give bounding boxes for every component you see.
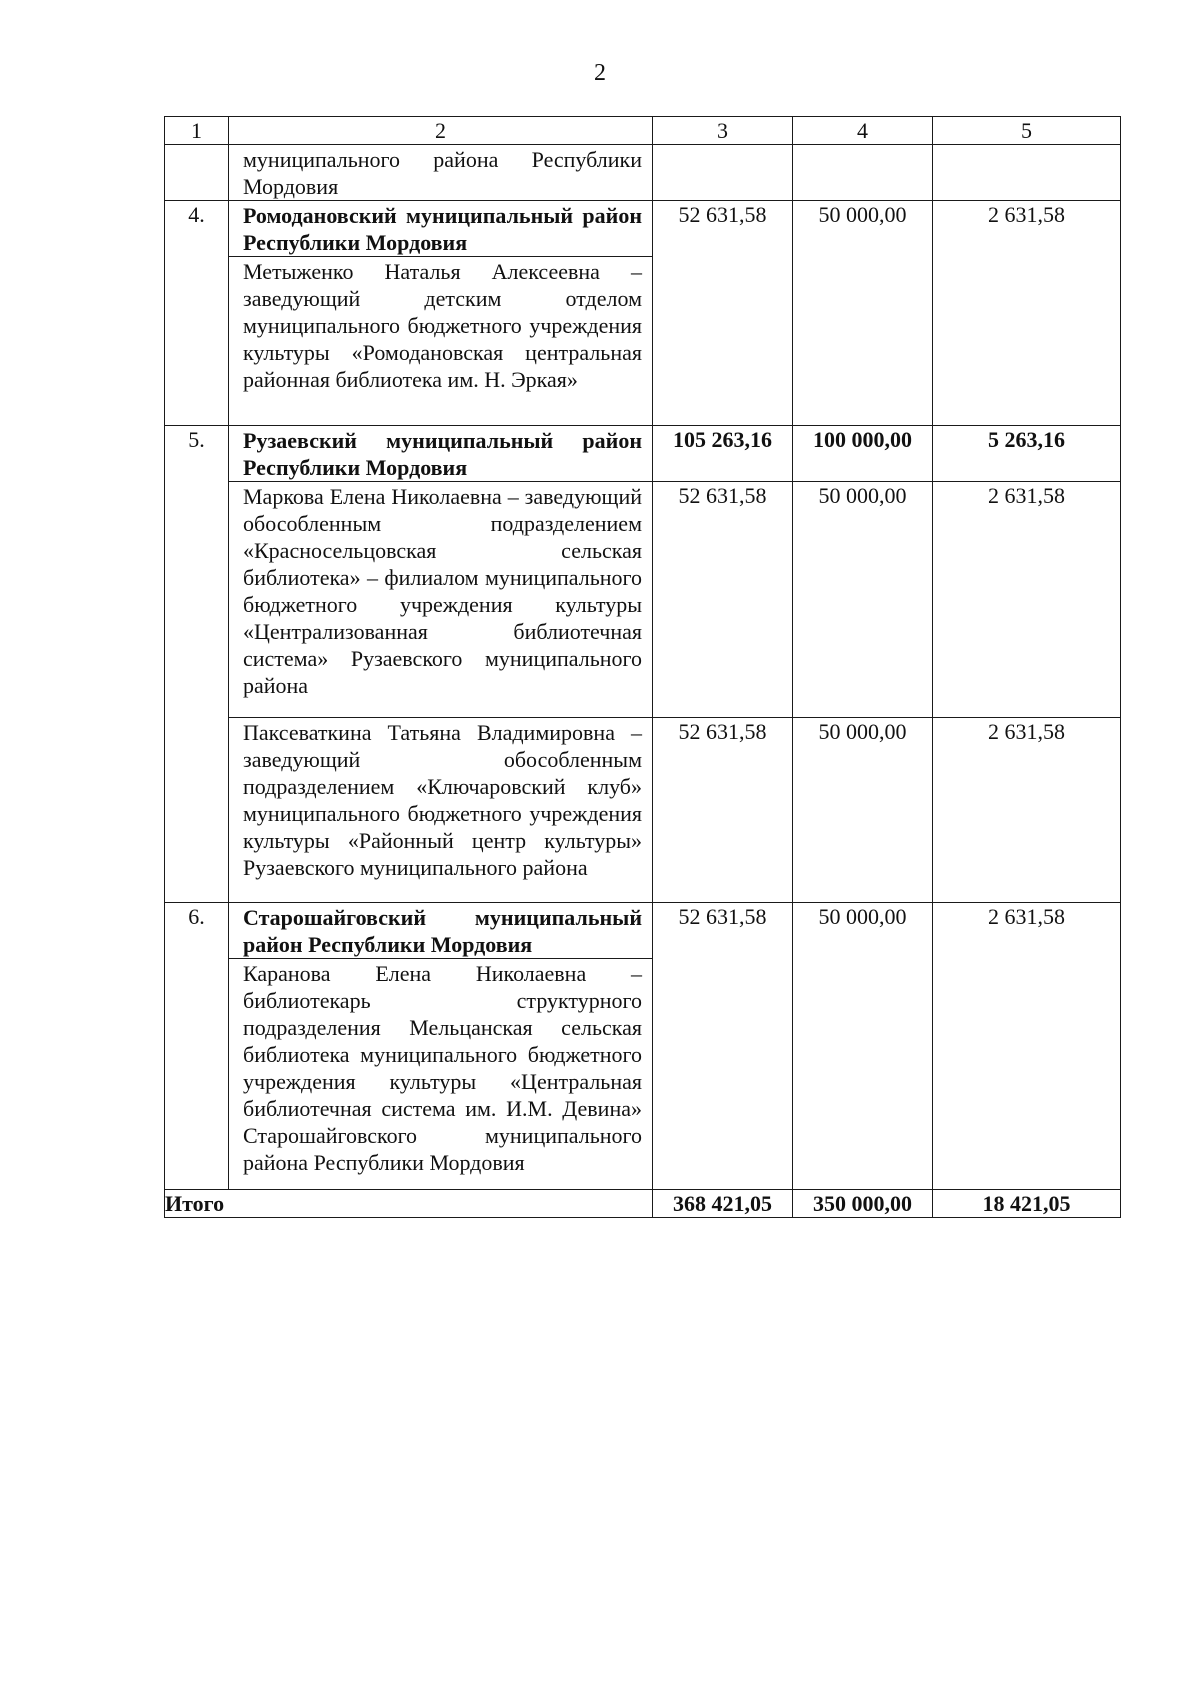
column-number-row xyxy=(165,117,1121,145)
table-row-person xyxy=(165,482,1121,718)
amount-col5: 5 263,16 xyxy=(933,426,1121,482)
row-number: 6. xyxy=(165,903,229,1190)
continuation-num-cell xyxy=(165,145,229,201)
person-desc-cell xyxy=(229,718,653,903)
amount-col5: 2 631,58 xyxy=(933,903,1121,1190)
total-col3: 368 421,05 xyxy=(653,1190,793,1218)
amount-col4: 50 000,00 xyxy=(793,903,933,1190)
page-number: 2 xyxy=(594,60,606,86)
amount-col3: 52 631,58 xyxy=(653,201,793,426)
amount-col4: 50 000,00 xyxy=(793,718,933,903)
person-desc-cell xyxy=(229,482,653,718)
continuation-desc-cell xyxy=(229,145,653,201)
district-name: Рузаевский муниципальный район Республики Мордовия xyxy=(243,428,642,480)
district-name: Ромодановский муниципальный район Республики Мордовия xyxy=(243,203,642,255)
group-desc-cell xyxy=(229,426,653,482)
recipient-description: Каранова Елена Николаевна – библиотекарь структурного подразделения Мельцанская сельская библиотека муниципального бюджетного учреждения культуры «Центральная библиотечная система им. И.М. Девина» Старошайговского муниципального района Республики Мордовия xyxy=(229,958,652,1176)
amount-col3: 105 263,16 xyxy=(653,426,793,482)
table-row-group-6 xyxy=(165,903,1121,1190)
amount-col3: 52 631,58 xyxy=(653,718,793,903)
recipient-description: Маркова Елена Николаевна – заведующий обособленным подразделением «Красносельцовская сельская библиотека» – филиалом муниципального бюджетного учреждения культуры «Централизованная библиотечная система» Рузаевского муниципального района xyxy=(243,484,642,698)
group-desc-cell xyxy=(229,903,653,1190)
amount-col4: 50 000,00 xyxy=(793,482,933,718)
continuation-text: муниципального района Республики Мордовия xyxy=(243,147,642,199)
amount-col4: 50 000,00 xyxy=(793,201,933,426)
recipient-description: Метыженко Наталья Алексеевна – заведующий детским отделом муниципального бюджетного учреждения культуры «Ромодановская центральная районная библиотека им. Н. Эркая» xyxy=(229,256,652,393)
amount-col4: 100 000,00 xyxy=(793,426,933,482)
table-row-person xyxy=(165,718,1121,903)
column-header-3: 3 xyxy=(653,117,793,145)
column-header-5: 5 xyxy=(933,117,1121,145)
continuation-cell-3 xyxy=(653,145,793,201)
row-number: 4. xyxy=(165,201,229,426)
column-header-4: 4 xyxy=(793,117,933,145)
continuation-row xyxy=(165,145,1121,201)
total-col4: 350 000,00 xyxy=(793,1190,933,1218)
amount-col5: 2 631,58 xyxy=(933,718,1121,903)
amount-col5: 2 631,58 xyxy=(933,482,1121,718)
table-row-group-5 xyxy=(165,426,1121,482)
continuation-cell-5 xyxy=(933,145,1121,201)
table-row-group-4 xyxy=(165,201,1121,426)
group-desc-cell xyxy=(229,201,653,426)
allocation-table xyxy=(164,116,1121,1218)
column-header-1: 1 xyxy=(165,117,229,145)
total-col5: 18 421,05 xyxy=(933,1190,1121,1218)
amount-col5: 2 631,58 xyxy=(933,201,1121,426)
amount-col3: 52 631,58 xyxy=(653,482,793,718)
continuation-cell-4 xyxy=(793,145,933,201)
total-row xyxy=(165,1190,1121,1218)
district-name: Старошайговский муниципальный район Республики Мордовия xyxy=(243,905,642,957)
column-header-2: 2 xyxy=(229,117,653,145)
total-label: Итого xyxy=(165,1190,653,1218)
recipient-description: Паксеваткина Татьяна Владимировна – заведующий обособленным подразделением «Ключаровский клуб» муниципального бюджетного учреждения культуры «Районный центр культуры» Рузаевского муниципального района xyxy=(243,720,642,880)
row-number: 5. xyxy=(165,426,229,903)
amount-col3: 52 631,58 xyxy=(653,903,793,1190)
